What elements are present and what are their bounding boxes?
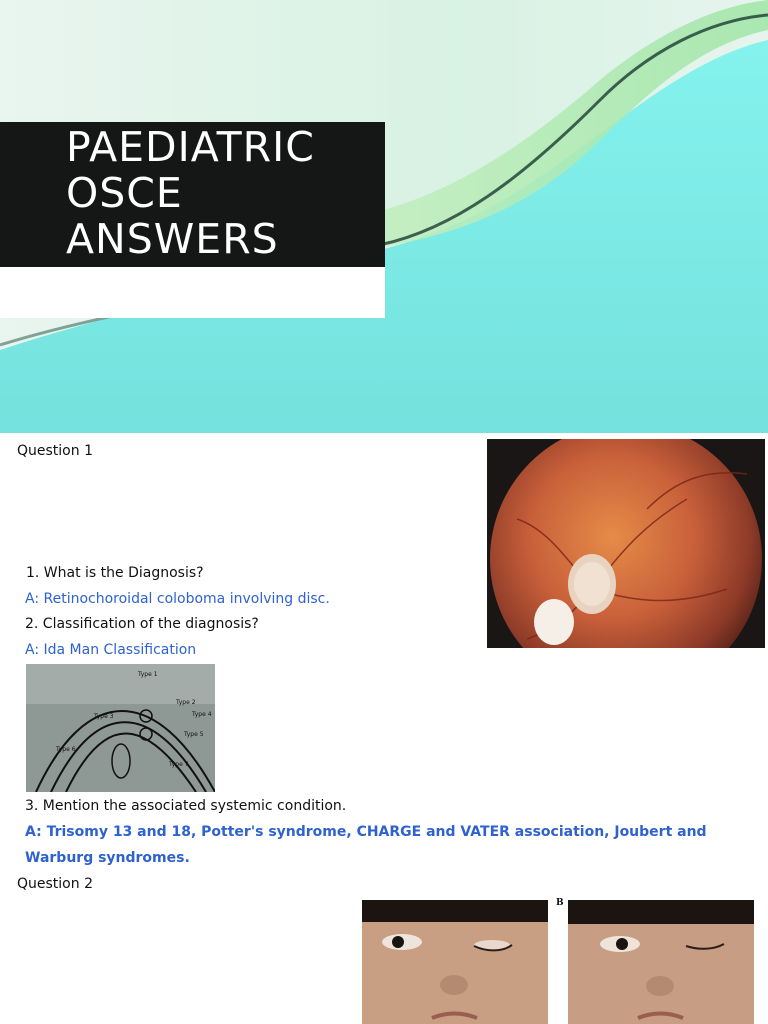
ida-man-classification-diagram [26, 664, 215, 792]
question-2-heading: Question 2 [17, 876, 93, 892]
diagram-label-type-3: Type 3 [94, 713, 114, 720]
title-line-2: OSCE [66, 169, 183, 217]
child-face-photo-right [568, 900, 754, 1024]
diagram-label-type-7: Type 7 [169, 761, 189, 768]
diagram-label-type-1: Type 1 [138, 671, 158, 678]
child-face-photo-left [362, 900, 548, 1024]
diagram-label-type-6: Type 6 [56, 746, 76, 753]
figure-label-b: B [556, 898, 564, 908]
fundus-photo [487, 439, 765, 648]
title-line-1: PAEDIATRIC [66, 123, 315, 171]
diagram-label-type-2: Type 2 [176, 699, 196, 706]
slide-title [66, 124, 376, 262]
answer-1: A: Retinochoroidal coloboma involving disc. [25, 591, 330, 607]
title-line-3: ANSWERS [66, 215, 279, 263]
title-slide [0, 0, 768, 433]
subtitle-box [0, 267, 385, 318]
diagram-label-type-5: Type 5 [184, 731, 204, 738]
diagram-label-type-4: Type 4 [192, 711, 212, 718]
answer-2: A: Ida Man Classification [25, 642, 197, 658]
question-1-item-2: 2. Classification of the diagnosis? [25, 616, 259, 632]
question-1-item-3: 3. Mention the associated systemic condition. [25, 798, 347, 814]
question-1-heading: Question 1 [17, 443, 93, 459]
question-1-item-1: 1. What is the Diagnosis? [26, 565, 204, 581]
answer-3: A: Trisomy 13 and 18, Potter's syndrome, CHARGE and VATER association, Joubert and Warburg syndromes. [25, 824, 707, 866]
